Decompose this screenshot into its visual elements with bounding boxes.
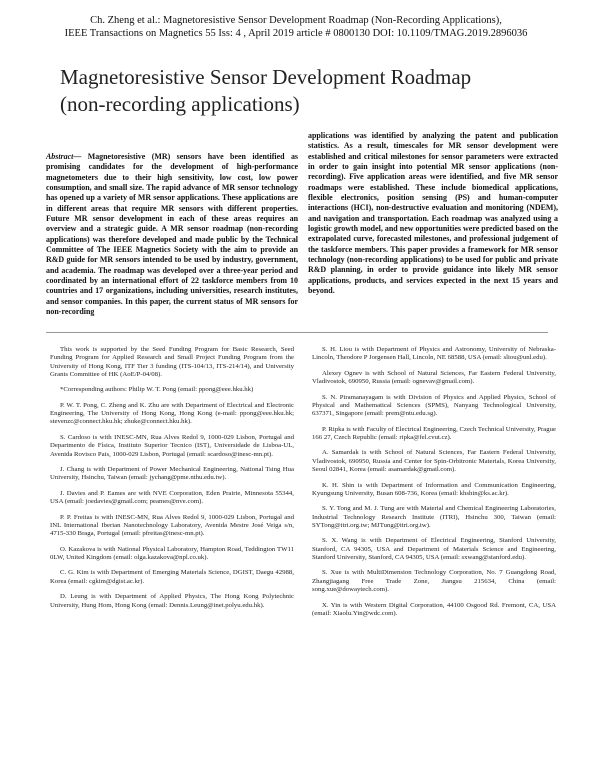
affiliation-item: C. G. Kim is with Department of Emerging Materials Science, DGIST, Daegu 42988, Korea (email: cgkim@dgist.ac.kr).	[50, 569, 294, 585]
affiliations-left-column	[50, 346, 294, 617]
affiliation-item: A. Samardak is with School of Natural Sciences, Far Eastern Federal University, Vladivostok, 690950, Russia and Center for Spin-Orbitronic Materials, Korea University, Seoul 02841, Korea (email: asamardak@gmail.com).	[312, 449, 556, 474]
affiliation-item: P. W. T. Pong, C. Zheng and K. Zhu are with Department of Electrical and Electronic Engineering, The University of Hong Kong, Hong Kong (e-mail: ppong@eee.hku.hk; stevenzc@connect.hku.hk; zhuke@connect.hku.hk).	[50, 401, 294, 426]
title-line-1: Magnetoresistive Sensor Development Roadmap	[60, 65, 472, 89]
affiliation-item: K. H. Shin is with Department of Information and Communication Engineering, Kyungsung University, Busan 608-736, Korea (email: khshin@ks.ac.kr).	[312, 481, 556, 497]
affiliation-item: O. Kazakova is with National Physical Laboratory, Hampton Road, Teddington TW11 0LW, United Kingdom (email: olga.kazakova@npl.co.uk).	[50, 545, 294, 561]
affiliation-item: S. Xue is with MultiDimension Technology Corporation, No. 7 Guangdong Road, Zhangjiagang Free Trade Zone, Jiangsu 215634, China (email: song.xue@dowaytech.com).	[312, 569, 556, 594]
affiliation-item: S. Y. Tong and M. J. Tung are with Material and Chemical Engineering Laboratories, Industrial Technology Research Institute (ITRI), Hsinchu 300, Taiwan (email: SYTong@itri.org.tw; MJTung@itri.org.tw).	[312, 505, 556, 529]
affiliation-item: D. Leung is with Department of Applied Physics, The Hong Kong Polytechnic University, Hung Hom, Hong Kong (email: Dennis.Leung@inet.polyu.edu.hk).	[50, 593, 294, 609]
affiliation-item: J. Davies and P. Eames are with NVE Corporation, Eden Prairie, Minnesota 55344, USA (email: joedavies@gmail.com; peames@nve.com).	[50, 489, 294, 506]
header-line-1: Ch. Zheng et al.: Magnetoresistive Sensor Development Roadmap (Non-Recording Applications),	[90, 15, 502, 26]
abstract-left-column	[46, 152, 298, 318]
funding-note: This work is supported by the Seed Funding Program for Basic Research, Seed Funding Program for Applied Research and Small Project Funding Program from the University of Hong Kong, ITF Tier 3 funding (ITS-104/13, ITS-214/14), and University Grants Committee of HK (AoE/P-04/08).	[50, 346, 294, 378]
footnote-divider	[46, 332, 548, 333]
running-header	[46, 14, 546, 40]
affiliation-item: S. H. Liou is with Department of Physics and Astronomy, University of Nebraska-Lincoln, Theodore P Jorgensen Hall, Lincoln, NE 68588, USA (email: sliou@unl.edu).	[312, 346, 556, 362]
header-line-2: IEEE Transactions on Magnetics 55 Iss: 4 , April 2019 article # 0800130 DOI: 10.1109/TMAG.2019.2896036	[64, 28, 528, 39]
affiliation-item: S. X. Wang is with Department of Electrical Engineering, Stanford University, Stanford, CA 94305, USA and Department of Materials Science and Engineering, Stanford University, Stanford, CA 94305, USA (email: sxwang@stanford.edu).	[312, 537, 556, 561]
paper-title	[60, 64, 550, 118]
abstract-right-column	[308, 131, 558, 297]
abstract-label: Abstract	[46, 152, 74, 161]
affiliation-item: S. N. Piramanayagam is with Division of Physics and Applied Physics, School of Physical and Mathematical Sciences (SPMS), Nanyang Technological University, 637371, Singapore (email: prem@ntu.edu.sg).	[312, 393, 556, 418]
abstract-text-part-1	[46, 152, 298, 318]
abstract-text-part-2: applications was identified by analyzing the patent and publication statistics. As a result, timescales for MR sensor development were established and critical milestones for sensor parameters were extracted in order to gain insight into potential MR sensor applications (non-recording). Five application areas were identified, and five MR sensor roadmaps were established. These include biomedical applications, flexible electronics, position sensing (PS) and human-computer interactions (HCI), non-destructive evaluation and monitoring (NDEM), and navigation and transportation. Each roadmap was analyzed using a logistic growth model, and new opportunities were predicted based on the extrapolated curve, forecasted milestones, and professional judgement of the taskforce members. This paper provides a framework for MR sensor technology (non-recording applications) to be used for public and private R&D planning, in order to provide guidance into likely MR sensor applications, products, and services expected in the next 15 years and beyond.	[308, 131, 558, 296]
affiliation-item: S. Cardoso is with INESC-MN, Rua Alves Redol 9, 1000-029 Lisbon, Portugal and Departmento de Física, Instituto Superior Tecnico (IST), Universidade de Lisboa-UL, Avenida Rovisco Pais, 1000-029 Lisbon, Portugal (email: scardoso@inesc-mn.pt).	[50, 433, 294, 458]
abstract-body-1: — Magnetoresistive (MR) sensors have been identified as promising candidates for the development of high-performance magnetometers due to their high sensitivity, low cost, low power consumption, and small size. The rapid advance of MR sensor technology has opened up a variety of MR sensor applications. These applications are in different areas that require MR sensors with different properties. Future MR sensor development in each of these areas requires an overview and a strategic guide. A MR sensor roadmap (non-recording applications) was therefore developed and made public by the Technical Committee of The IEEE Magnetics Society with the aim to provide an R&D guide for MR sensors intended to be used by industry, government, and academia. The roadmap was developed over a three-year period and coordinated by an international effort of 22 taskforce members from 10 countries and 17 organizations, including universities, research institutes, and sensor companies. In this paper, the current status of MR sensors for non-recording	[46, 152, 298, 317]
affiliation-item: J. Chang is with Department of Power Mechanical Engineering, National Tsing Hua University, Hsinchu, Taiwan (email: jychang@pme.nthu.edu.tw).	[50, 466, 294, 482]
affiliation-item: Alexey Ognev is with School of Natural Sciences, Far Eastern Federal University, Vladivostok, 690950, Russia (email: ognevav@gmail.com).	[312, 369, 556, 386]
affiliation-item: P. Ripka is with Faculty of Electrical Engineering, Czech Technical University, Prague 166 27, Czech Republic (email: ripka@fel.cvut.cz).	[312, 425, 556, 441]
corresponding-author-note: *Corresponding authors: Philip W. T. Pong (email: ppong@eee.hku.hk)	[60, 386, 254, 394]
title-line-2: (non-recording applications)	[60, 92, 300, 116]
affiliation-item: P. P. Freitas is with INESC-MN, Rua Alves Redol 9, 1000-029 Lisbon, Portugal and INL International Iberian Nanotechnology Laboratory, Avenida Mestre José Veiga s/n, 4715-330 Braga, Portugal (email: pfreitas@inesc-mn.pt).	[50, 513, 294, 538]
affiliations-right-column	[312, 346, 556, 625]
affiliation-item: X. Yin is with Western Digital Corporation, 44100 Osgood Rd. Fremont, CA, USA (email: Xiaolu.Yin@wdc.com).	[312, 601, 556, 617]
